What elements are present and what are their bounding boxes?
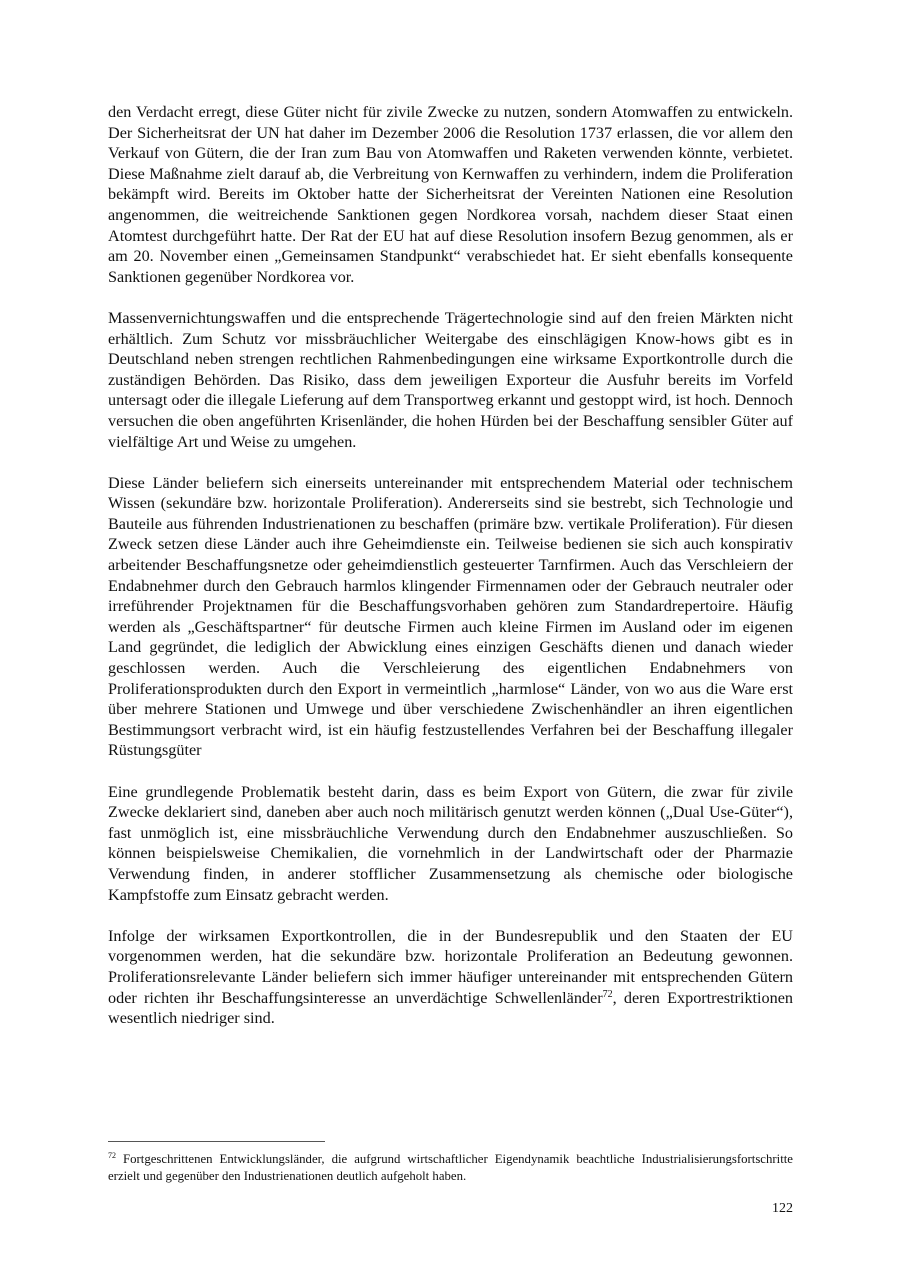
footnote-text: Fortgeschrittenen Entwicklungsländer, die aufgrund wirtschaftlicher Eigendynamik beachtliche Industrialisierungsfortschritte erzielt und gegenüber den Industrienationen deutlich aufgeholt haben. <box>108 1152 793 1183</box>
body-text <box>108 102 793 1029</box>
paragraph-5-text: Infolge der wirksamen Exportkontrollen, die in der Bundesrepublik und den Staaten der EU vorgenommen werden, hat die sekundäre bzw. horizontale Proliferation an Bedeutung gewonnen. Proliferationsrelevante Länder beliefern sich immer häufiger untereinander mit entsprechenden Gütern oder richten ihr Beschaffungsinteresse an unverdächtige Schwellenländer <box>108 926 793 1007</box>
footnote-separator <box>108 1141 325 1142</box>
footnote-number: 72 <box>108 1151 116 1160</box>
paragraph-1: den Verdacht erregt, diese Güter nicht für zivile Zwecke zu nutzen, sondern Atomwaffen zu entwickeln. Der Sicherheitsrat der UN hat daher im Dezember 2006 die Resolution 1737 erlassen, die vor allem den Verkauf von Gütern, die der Iran zum Bau von Atomwaffen und Raketen verwenden könnte, verbietet. Diese Maßnahme zielt darauf ab, die Verbreitung von Kernwaffen zu verhindern, indem die Proliferation bekämpft wird. Bereits im Oktober hatte der Sicherheitsrat der Vereinten Nationen eine Resolution angenommen, die weitreichende Sanktionen gegen Nordkorea vorsah, nachdem dieser Staat einen Atomtest durchgeführt hatte. Der Rat der EU hat auf diese Resolution insofern Bezug genommen, als er am 20. November einen „Gemeinsamen Standpunkt“ verabschiedet hat. Er sieht ebenfalls konsequente Sanktionen gegenüber Nordkorea vor. <box>108 103 793 286</box>
paragraph-5 <box>108 926 793 1029</box>
paragraph-2: Massenvernichtungswaffen und die entsprechende Trägertechnologie sind auf den freien Märkten nicht erhältlich. Zum Schutz vor missbräuchlicher Weitergabe des einschlägigen Know-hows gibt es in Deutschland neben strengen rechtlichen Rahmenbedingungen eine wirksame Exportkontrolle durch die zuständigen Behörden. Das Risiko, dass dem jeweiligen Exporteur die Ausfuhr bereits im Vorfeld untersagt oder die illegale Lieferung auf dem Transportweg erkannt und gestoppt wird, ist hoch. Dennoch versuchen die oben angeführten Krisenländer, die hohen Hürden bei der Beschaffung sensibler Güter auf vielfältige Art und Weise zu umgehen. <box>108 308 793 451</box>
footnote <box>108 1151 793 1185</box>
paragraph-5-text-end: , deren Exportrestriktionen wesentlich niedriger sind. <box>108 988 793 1028</box>
paragraph-3: Diese Länder beliefern sich einerseits untereinander mit entsprechendem Material oder technischem Wissen (sekundäre bzw. horizontale Proliferation). Andererseits sind sie bestrebt, sich Technologie und Bauteile aus führenden Industrienationen zu beschaffen (primäre bzw. vertikale Proliferation). Für diesen Zweck setzen diese Länder auch ihre Geheimdienste ein. Teilweise bedienen sie sich auch konspirativ arbeitender Beschaffungsnetze oder geheimdienstlich gesteuerter Tarnfirmen. Auch das Verschleiern der Endabnehmer durch den Gebrauch harmlos klingender Firmennamen oder der Gebrauch neutraler oder irreführender Projektnamen für die Beschaffungsvorhaben gehören zum Standardrepertoire. Häufig werden als „Geschäftspartner“ für deutsche Firmen auch kleine Firmen im Ausland oder im eigenen Land gegründet, die lediglich der Abwicklung eines einzigen Geschäfts dienen und danach wieder geschlossen werden. Auch die Verschleierung des eigentlichen Endabnehmers von Proliferationsprodukten durch den Export in vermeintlich „harmlose“ Länder, von wo aus die Ware erst über mehrere Stationen und Umwege und über verschiedene Zwischenhändler an ihren eigentlichen Bestimmungsort verbracht wird, ist ein häufig festzustellendes Verfahren bei der Beschaffung illegaler Rüstungsgüter <box>108 473 793 760</box>
paragraph-4: Eine grundlegende Problematik besteht darin, dass es beim Export von Gütern, die zwar für zivile Zwecke deklariert sind, daneben aber auch noch militärisch genutzt werden können („Dual Use-Güter“), fast unmöglich ist, eine missbräuchliche Verwendung durch den Endabnehmer auszuschließen. So können beispielsweise Chemikalien, die vornehmlich in der Landwirtschaft oder der Pharmazie Verwendung finden, in anderer stofflicher Zusammensetzung als chemische oder biologische Kampfstoffe zum Einsatz gebracht werden. <box>108 782 793 904</box>
page-number: 122 <box>772 1201 793 1216</box>
footnote-reference[interactable]: 72 <box>602 988 613 1000</box>
